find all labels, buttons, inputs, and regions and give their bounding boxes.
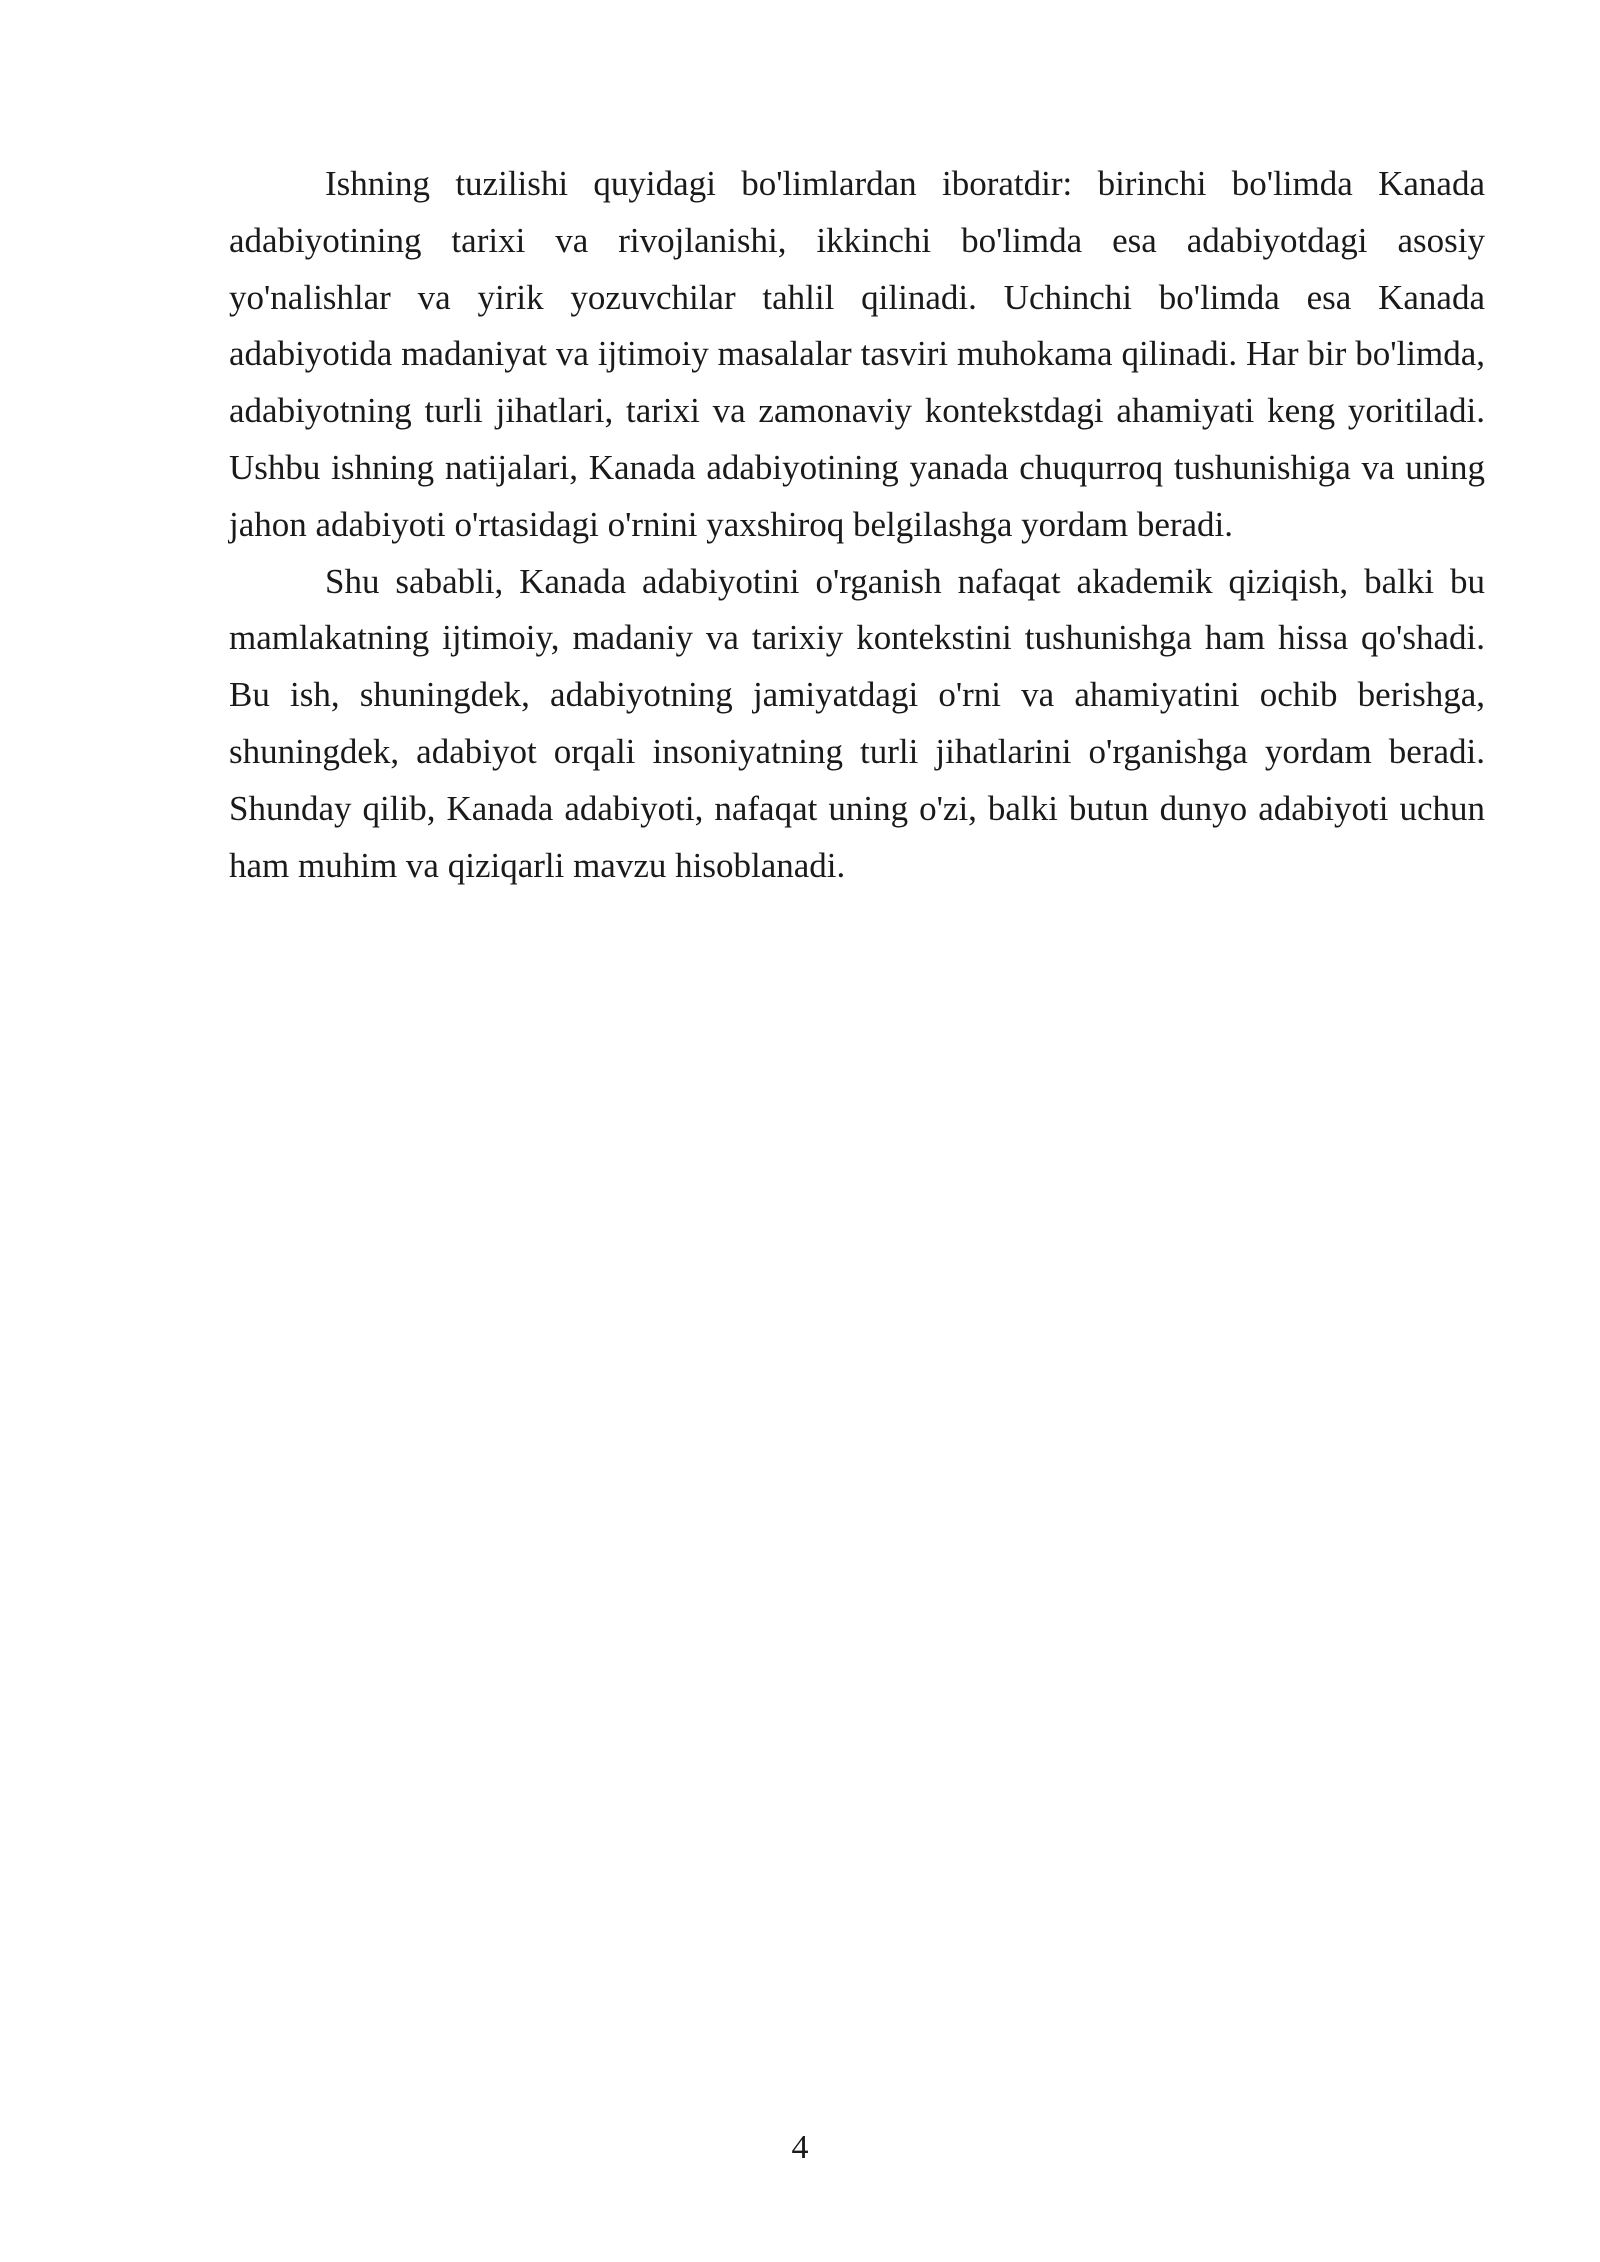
- paragraph: Shu sababli, Kanada adabiyotini o'rganish nafaqat akademik qiziqish, balki bu mamlakatning ijtimoiy, madaniy va tarixiy kontekstini tushunishga ham hissa qo'shadi. Bu ish, shuningdek, adabiyotning jamiyatdagi o'rni va ahamiyatini ochib berishga, shuningdek, adabiyot orqali insoniyatning turli jihatlarini o'rganishga yordam beradi. Shunday qilib, Kanada adabiyoti, nafaqat uning o'zi, balki butun dunyo adabiyoti uchun ham muhim va qiziqarli mavzu hisoblanadi.: [229, 561, 1485, 885]
- body-text: [229, 156, 1485, 894]
- page-number: 4: [791, 2129, 809, 2166]
- paragraph: Ishning tuzilishi quyidagi bo'limlardan iboratdir: birinchi bo'limda Kanada adabiyotining tarixi va rivojlanishi, ikkinchi bo'limda esa adabiyotdagi asosiy yo'nalishlar va yirik yozuvchilar tahlil qilinadi. Uchinchi bo'limda esa Kanada adabiyotida madaniyat va ijtimoiy masalalar tasviri muhokama qilinadi. Har bir bo'limda, adabiyotning turli jihatlari, tarixi va zamonaviy kontekstdagi ahamiyati keng yoritiladi. Ushbu ishning natijalari, Kanada adabiyotining yanada chuqurroq tushunishiga va uning jahon adabiyoti o'rtasidagi o'rnini yaxshiroq belgilashga yordam beradi.: [229, 164, 1485, 544]
